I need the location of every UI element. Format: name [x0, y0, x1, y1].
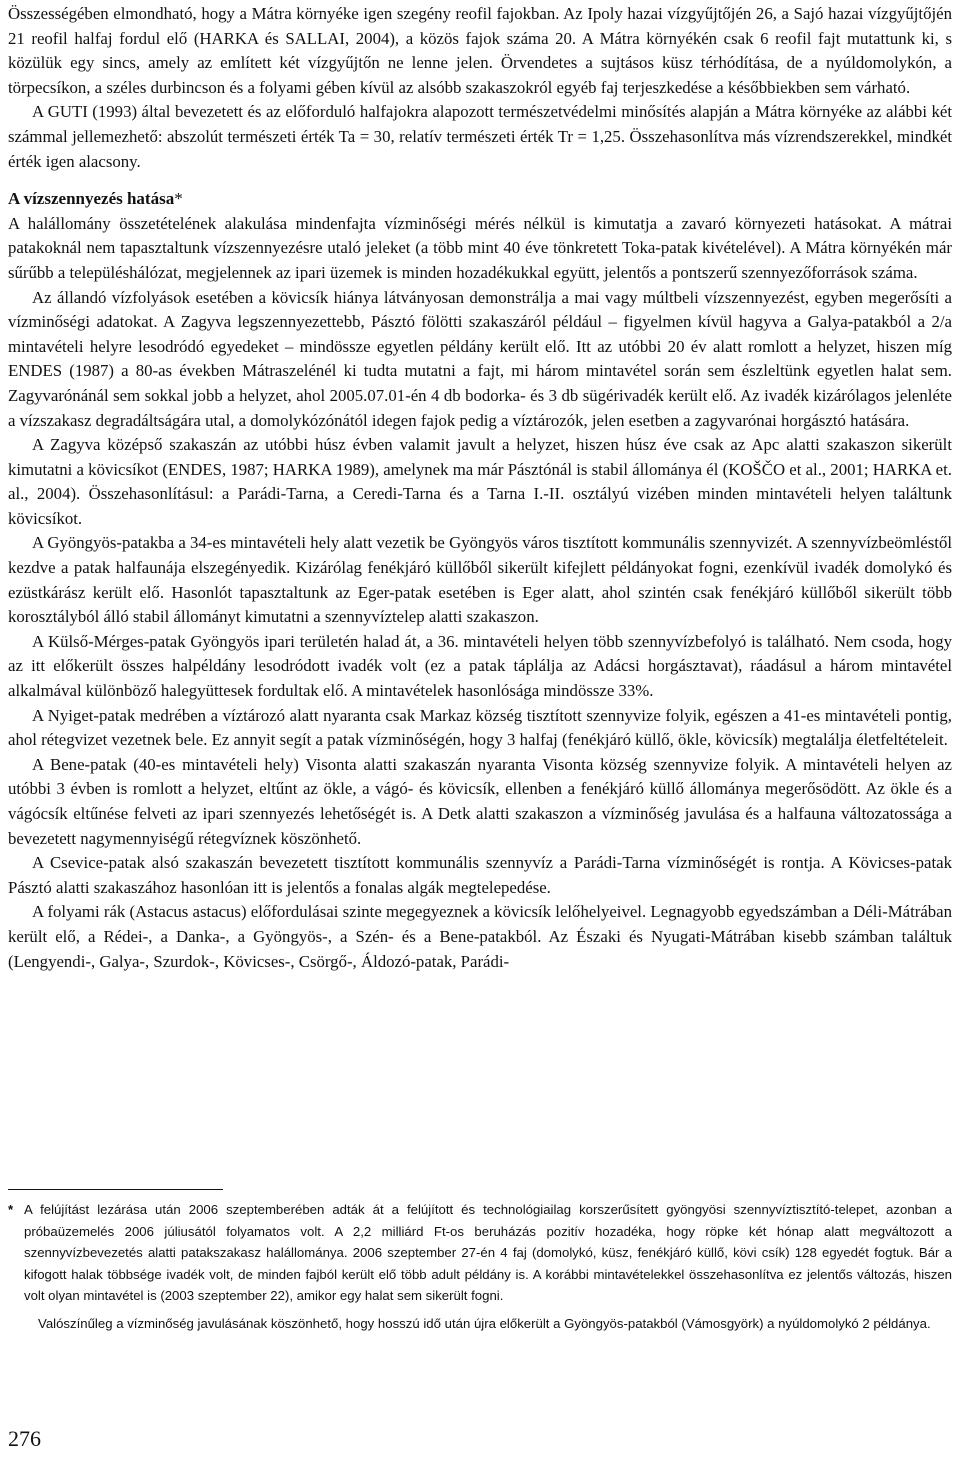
paragraph-gyongyos-patak: A Gyöngyös-patakba a 34-es mintavételi hely alatt vezetik be Gyöngyös város tisztított kommunális szennyvizét. A szennyvízbeömléstől kezdve a patak halfaunája elszegényedik. Kizárólag fenékjáró küllőből sikerült kifejlett példányokat fogni, ezenkívül ivadék domolykó és ezüstkárász került elő. Hasonlót tapasztaltunk az Eger-patak esetében is Eger alatt, ahol szintén csak fenékjáró küllőből sikerült több korosztályból álló stabil állományt kimutatni a szennyvíztelep alatti szakaszon. [8, 533, 952, 627]
footnote-reference-mark: * [174, 189, 183, 209]
section-heading-text: A vízszennyezés hatása [8, 189, 175, 209]
paragraph-csevice: A Csevice-patak alsó szakaszán bevezetett tisztított kommunális szennyvíz a Parádi-Tarna vízminőségét is rontja. A Kövicses-patak Pásztó alatti szakaszához hasonlóan itt is jelentős a fonalas algák megtelepedése. [8, 853, 952, 897]
footnotes [8, 1199, 952, 1335]
paragraph-zagyva: A Zagyva középső szakaszán az utóbbi húsz évben valamit javult a helyzet, hiszen húsz éve csak az Apc alatti szakaszon sikerült kimutatni a kövicsíkot (ENDES, 1987; HARKA 1989), amelynek ma már Pásztónál is stabil állománya él (KOŠČO et al., 2001; HARKA et. al., 2004). Összehasonlításul: a Parádi-Tarna, a Ceredi-Tarna és a Tarna I.-II. osztályú vizében minden mintavételi helyen találtunk kövicsíkot. [8, 435, 952, 528]
paragraph-folyami-rak: A folyami rák (Astacus astacus) előfordulásai szinte megegyeznek a kövicsík lelőhelyeivel. Legnagyobb egyedszámban a Déli-Mátrában került elő, a Rédei-, a Danka-, a Gyöngyös-, a Szén- és a Bene-patakból. Az Északi és Nyugati-Mátrában kisebb számban találtuk (Lengyendi-, Galya-, Szurdok-, Kövicses-, Csörgő-, Áldozó-patak, Parádi- [8, 902, 952, 971]
page-number: 276 [8, 1426, 41, 1451]
footnote-1 [8, 1199, 952, 1307]
footnote-mark: * [8, 1202, 14, 1217]
paragraph-bene: A Bene-patak (40-es mintavételi hely) Visonta alatti szakaszán nyaranta Visonta község szennyvize folyik. A mintavételi helyen az utóbbi 3 évben is romlott a helyzet, eltűnt az ökle, a vágó- és kövicsík, ellenben a fenékjáró küllő állománya megerősödött. Az ökle és a vágócsík eltűnése felveti az ipari szennyezés lehetőségét is. A Detk alatti szakaszon a vízminőség javulása és a halfauna változatossága a bevezetett nagymennyiségű rétegvíznek köszönhető. [8, 754, 952, 848]
paragraph-guti-rating: A GUTI (1993) által bevezetett és az előforduló halfajokra alapozott természetvédelmi minősítés alapján a Mátra környéke az alábbi két számmal jellemezhető: abszolút természeti érték Ta = 30, relatív természeti érték Tr = 1,25. Összehasonlítva más vízrendszerekkel, mindkét érték igen alacsony. [8, 102, 952, 171]
footnote-2: Valószínűleg a vízminőség javulásának köszönhető, hogy hosszú idő után újra előkerült a Gyöngyös-patakból (Vámosgyörk) a nyúldomolykó 2 példánya. [38, 1315, 931, 1331]
footnote-divider [8, 1189, 223, 1190]
paragraph-kovicsik: Az állandó vízfolyások esetében a kövicsík hiánya látványosan demonstrálja a mai vagy múltbeli vízszennyezést, egyben megerősíti a vízminőségi adatokat. A Zagyva legszennyezettebb, Pásztó fölötti szakaszáról például – figyelmen kívül hagyva a Galya-patakból a 2/a mintavételi helyre lesodródó egyedeket – mindössze egyetlen példány került elő. Itt az utóbbi 20 év alatt romlott a helyzet, hiszen míg ENDES (1987) a 80-as években Mátraszelénél ki tudta mutatni a fajt, mi három mintavétel során sem észleltünk egyetlen halat sem. Zagyvarónánál sem sokkal jobb a helyzet, ahol 2005.07.01-én 4 db bodorka- és 3 db sügérivadék került elő. Az ivadék kizárólagos jelenléte a vízszakasz degradáltságára utal, a domolykózónától idegen fajok pedig a víztározók, jelen esetben a zagyvarónai horgásztó hatására. [8, 287, 952, 430]
paragraph-summary: Összességében elmondható, hogy a Mátra környéke igen szegény reofil fajokban. Az Ipoly hazai vízgyűjtőjén 26, a Sajó hazai vízgyűjtőjén 21 reofil halfaj fordul elő (HARKA és SALLAI, 2004), a közös fajok száma 20. A Mátra környékén csak 6 reofil fajt mutattunk ki, s közülük egy sincs, amely az említett két vízgyűjtőn ne lenne jelen. Örvendetes a sujtásos küsz térhódítása, de a nyúldomolykón, a törpecsíkon, a széles durbincson és a folyami gében kívül az alsóbb szakaszokról egyéb faj terjeszkedése a későbbiekben sem várható. [8, 4, 952, 97]
footnote-1-text: A felújítást lezárása után 2006 szeptemberében adták át a felújított és technológiailag korszerűsített gyöngyösi szennyvíztisztító-telepet, azonban a próbaüzemelés 2006 júliusától folyamatos volt. A 2,2 milliárd Ft-os beruházás pozitív hozadéka, hogy röpke két hónap alatt megváltozott a szennyvízbevezetés alatti patakszakasz halállománya. 2006 szeptember 27-én 4 faj (domolykó, küsz, fenékjáró küllő, kövi csík) 128 egyedét fogtuk. Bár a kifogott halak többsége ivadék volt, de minden fajból került elő több adult példány is. A korábbi mintavételekkel összehasonlítva ez jelentős változás, hiszen volt olyan mintavétel is (2003 szeptember 22), amikor egy halat sem sikerült fogni. [24, 1202, 952, 1304]
paragraph-kulso-merges: A Külső-Mérges-patak Gyöngyös ipari területén halad át, a 36. mintavételi helyen több szennyvízbefolyó is található. Nem csoda, hogy az itt előkerült összes halpéldány lesodródott ivadék volt (ez a patak táplálja az Adácsi horgásztavat), ráadásul a három mintavétel alkalmával különböző halegyüttesek fordultak elő. A mintavételek hasonlósága mindössze 33%. [8, 631, 952, 701]
page-content [8, 2, 952, 974]
section-heading [8, 187, 952, 212]
paragraph-pollution-intro: A halállomány összetételének alakulása mindenfajta vízminőségi mérés nélkül is kimutatja a zavaró környezeti hatásokat. A mátrai patakoknál nem tapasztaltunk vízszennyezésre utaló jeleket (a több mint 40 éve tönkretett Toka-patak kivételével). A Mátra környékén már sűrűbb a településhálózat, megjelennek az ipari üzemek is minden hozadékukkal együtt, jelentős a pontszerű szennyezőforrások száma. [8, 213, 952, 282]
paragraph-nyiget: A Nyiget-patak medrében a víztározó alatt nyaranta csak Markaz község tisztított szennyvize folyik, egészen a 41-es mintavételi pontig, ahol rétegvizet vezetnek bele. Ez annyit segít a patak vízminőségén, hogy 3 halfaj (fenékjáró küllő, ökle, kövicsík) megtalálja életfeltételeit. [8, 705, 952, 750]
main-text [8, 2, 952, 974]
